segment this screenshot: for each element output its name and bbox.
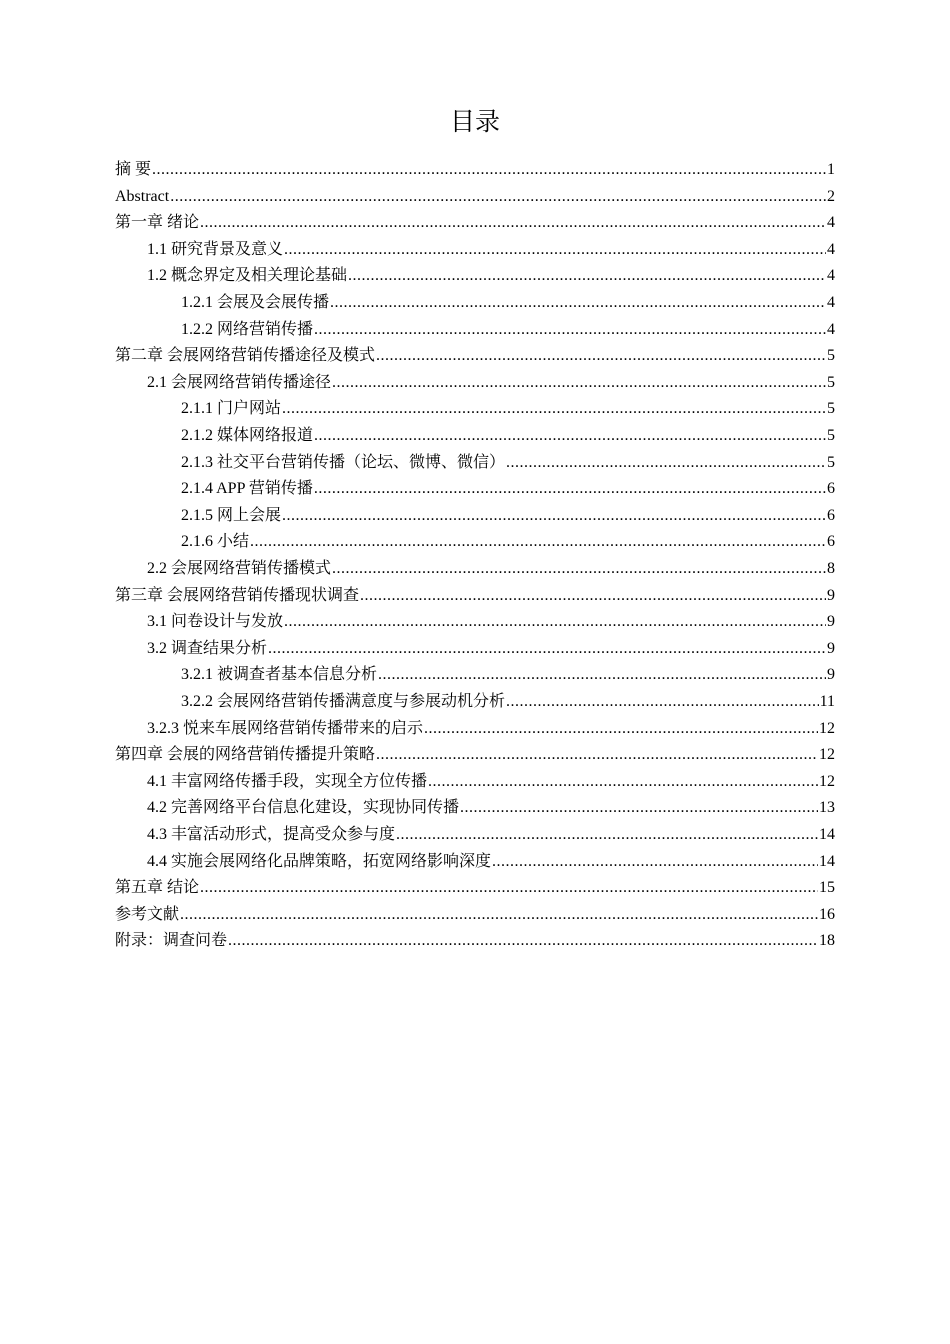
toc-entry[interactable] xyxy=(115,902,835,929)
toc-dot-leader xyxy=(428,769,818,795)
toc-entry-page-number: 2 xyxy=(827,187,835,205)
toc-entry-label: 摘 要 xyxy=(115,161,152,178)
toc-dot-leader xyxy=(332,556,826,582)
toc-entry[interactable] xyxy=(115,583,835,610)
toc-entry[interactable] xyxy=(147,237,835,264)
toc-dot-leader xyxy=(314,423,826,449)
toc-entry-label: 2.1 会展网络营销传播途径 xyxy=(147,373,332,391)
toc-entry[interactable] xyxy=(147,769,835,796)
toc-dot-leader xyxy=(506,689,819,715)
toc-entry[interactable] xyxy=(181,396,835,423)
toc-entry[interactable] xyxy=(147,556,835,583)
toc-entry[interactable] xyxy=(147,849,835,876)
toc-entry[interactable] xyxy=(147,609,835,636)
toc-entry-page-number: 13 xyxy=(819,799,835,817)
toc-dot-leader xyxy=(180,902,818,928)
toc-entry[interactable] xyxy=(181,423,835,450)
toc-entry-page-number: 5 xyxy=(827,427,835,444)
toc-entry-label: 附录：调查问卷 xyxy=(115,932,228,950)
toc-entry-page-number: 12 xyxy=(819,772,835,790)
toc-dot-leader xyxy=(396,822,818,848)
toc-entry-page-number: 16 xyxy=(819,905,835,923)
toc-entry-label: 4.4 实施会展网络化品牌策略，拓宽网络影响深度 xyxy=(147,852,492,870)
toc-entry-page-number: 11 xyxy=(819,693,835,710)
toc-dot-leader xyxy=(360,583,826,609)
toc-entry-page-number: 5 xyxy=(827,453,835,471)
toc-entry-page-number: 12 xyxy=(819,746,835,764)
toc-entry-label: 1.2.2 网络营销传播 xyxy=(181,320,314,338)
toc-entry[interactable] xyxy=(147,795,835,822)
toc-entry-label: 第三章 会展网络营销传播现状调查 xyxy=(115,586,360,604)
toc-dot-leader xyxy=(314,317,826,343)
toc-dot-leader xyxy=(314,476,826,502)
toc-entry[interactable] xyxy=(147,822,835,849)
toc-entry[interactable] xyxy=(181,290,835,317)
toc-dot-leader xyxy=(200,210,826,236)
toc-entry-label: 1.1 研究背景及意义 xyxy=(147,240,284,258)
toc-entry-label: 参考文献 xyxy=(115,905,180,923)
toc-entry[interactable] xyxy=(115,184,835,211)
toc-entry-label: 1.2.1 会展及会展传播 xyxy=(181,294,330,311)
toc-entry-page-number: 4 xyxy=(827,320,835,338)
toc-dot-leader xyxy=(378,662,826,688)
toc-dot-leader xyxy=(268,636,826,662)
toc-entry-label: 4.1 丰富网络传播手段，实现全方位传播 xyxy=(147,772,428,790)
toc-title: 目录 xyxy=(449,107,500,136)
toc-dot-leader xyxy=(282,503,826,529)
toc-entry-label: 2.1.2 媒体网络报道 xyxy=(181,427,314,444)
toc-entry-label: 3.1 问卷设计与发放 xyxy=(147,613,284,631)
toc-dot-leader xyxy=(348,263,826,289)
toc-entry-page-number: 15 xyxy=(819,879,835,897)
toc-entry-label: 2.1.3 社交平台营销传播（论坛、微博、微信） xyxy=(181,453,506,471)
toc-entry[interactable] xyxy=(147,263,835,290)
toc-dot-leader xyxy=(200,875,818,901)
toc-dot-leader xyxy=(332,370,826,396)
toc-entry-page-number: 4 xyxy=(827,294,835,311)
toc-entry[interactable] xyxy=(181,529,835,556)
toc-entry-page-number: 1 xyxy=(827,161,835,178)
toc-entry[interactable] xyxy=(181,689,835,716)
toc-entry-label: 3.2.3 悦来车展网络营销传播带来的启示 xyxy=(147,719,424,737)
toc-entry-page-number: 5 xyxy=(827,400,835,418)
toc-entry[interactable] xyxy=(115,157,835,184)
toc-entry-page-number: 6 xyxy=(827,533,835,551)
toc-entry-page-number: 8 xyxy=(827,560,835,577)
toc-entry-label: 3.2 调查结果分析 xyxy=(147,639,268,657)
toc-entry-label: 第一章 绪论 xyxy=(115,214,200,232)
toc-entry[interactable] xyxy=(115,875,835,902)
toc-entry-page-number: 5 xyxy=(827,347,835,365)
toc-dot-leader xyxy=(250,529,826,555)
toc-entry-page-number: 4 xyxy=(827,214,835,232)
toc-entry-label: 4.3 丰富活动形式，提高受众参与度 xyxy=(147,826,396,843)
toc-dot-leader xyxy=(376,343,826,369)
toc-entry-page-number: 9 xyxy=(827,613,835,631)
toc-dot-leader xyxy=(228,928,818,954)
toc-dot-leader xyxy=(492,849,818,875)
toc-entry-page-number: 6 xyxy=(827,506,835,524)
toc-entry-label: Abstract xyxy=(115,187,170,205)
toc-entry-page-number: 9 xyxy=(827,666,835,684)
toc-entry[interactable] xyxy=(115,742,835,769)
toc-entry-label: 1.2 概念界定及相关理论基础 xyxy=(147,267,348,285)
toc-dot-leader xyxy=(284,237,826,263)
toc-entry[interactable] xyxy=(181,503,835,530)
toc-entry-label: 2.2 会展网络营销传播模式 xyxy=(147,560,332,577)
toc-entry-page-number: 9 xyxy=(827,586,835,604)
toc-entry[interactable] xyxy=(147,716,835,743)
toc-entry-page-number: 18 xyxy=(819,932,835,950)
toc-entry-label: 第二章 会展网络营销传播途径及模式 xyxy=(115,347,376,365)
toc-entry-page-number: 12 xyxy=(819,719,835,737)
toc-entry-label: 第四章 会展的网络营销传播提升策略 xyxy=(115,746,376,764)
toc-entry-page-number: 14 xyxy=(819,852,835,870)
toc-entry-label: 3.2.2 会展网络营销传播满意度与参展动机分析 xyxy=(181,693,506,710)
toc-dot-leader xyxy=(506,450,826,476)
toc-entry[interactable] xyxy=(115,210,835,237)
toc-dot-leader xyxy=(376,742,818,768)
toc-entry-page-number: 4 xyxy=(827,240,835,258)
toc-entry-label: 2.1.6 小结 xyxy=(181,533,250,551)
toc-entry-page-number: 4 xyxy=(827,267,835,285)
toc-entry[interactable] xyxy=(181,450,835,477)
toc-entry[interactable] xyxy=(147,636,835,663)
toc-entry-label: 2.1.1 门户网站 xyxy=(181,400,282,418)
toc-entry[interactable] xyxy=(147,370,835,397)
toc-entry-label: 3.2.1 被调查者基本信息分析 xyxy=(181,666,378,684)
toc-dot-leader xyxy=(282,396,826,422)
toc-entry-page-number: 9 xyxy=(827,639,835,657)
toc-entry-page-number: 5 xyxy=(827,373,835,391)
toc-entry[interactable] xyxy=(181,317,835,344)
toc-entry-page-number: 14 xyxy=(819,826,835,843)
toc-entry-label: 2.1.5 网上会展 xyxy=(181,506,282,524)
toc-dot-leader xyxy=(152,157,826,183)
toc-entry-label: 4.2 完善网络平台信息化建设，实现协同传播 xyxy=(147,799,460,817)
toc-entry-label: 2.1.4 APP 营销传播 xyxy=(181,480,313,498)
toc-entry[interactable] xyxy=(115,343,835,370)
toc-dot-leader xyxy=(460,795,818,821)
toc-entry-label: 第五章 结论 xyxy=(115,879,200,897)
toc-entry[interactable] xyxy=(115,928,835,955)
toc-dot-leader xyxy=(424,716,818,742)
toc-dot-leader xyxy=(170,184,826,210)
toc-dot-leader xyxy=(284,609,826,635)
toc-entry[interactable] xyxy=(181,476,835,503)
toc-entry[interactable] xyxy=(181,662,835,689)
toc-entry-page-number: 6 xyxy=(827,480,835,498)
toc-dot-leader xyxy=(330,290,826,316)
